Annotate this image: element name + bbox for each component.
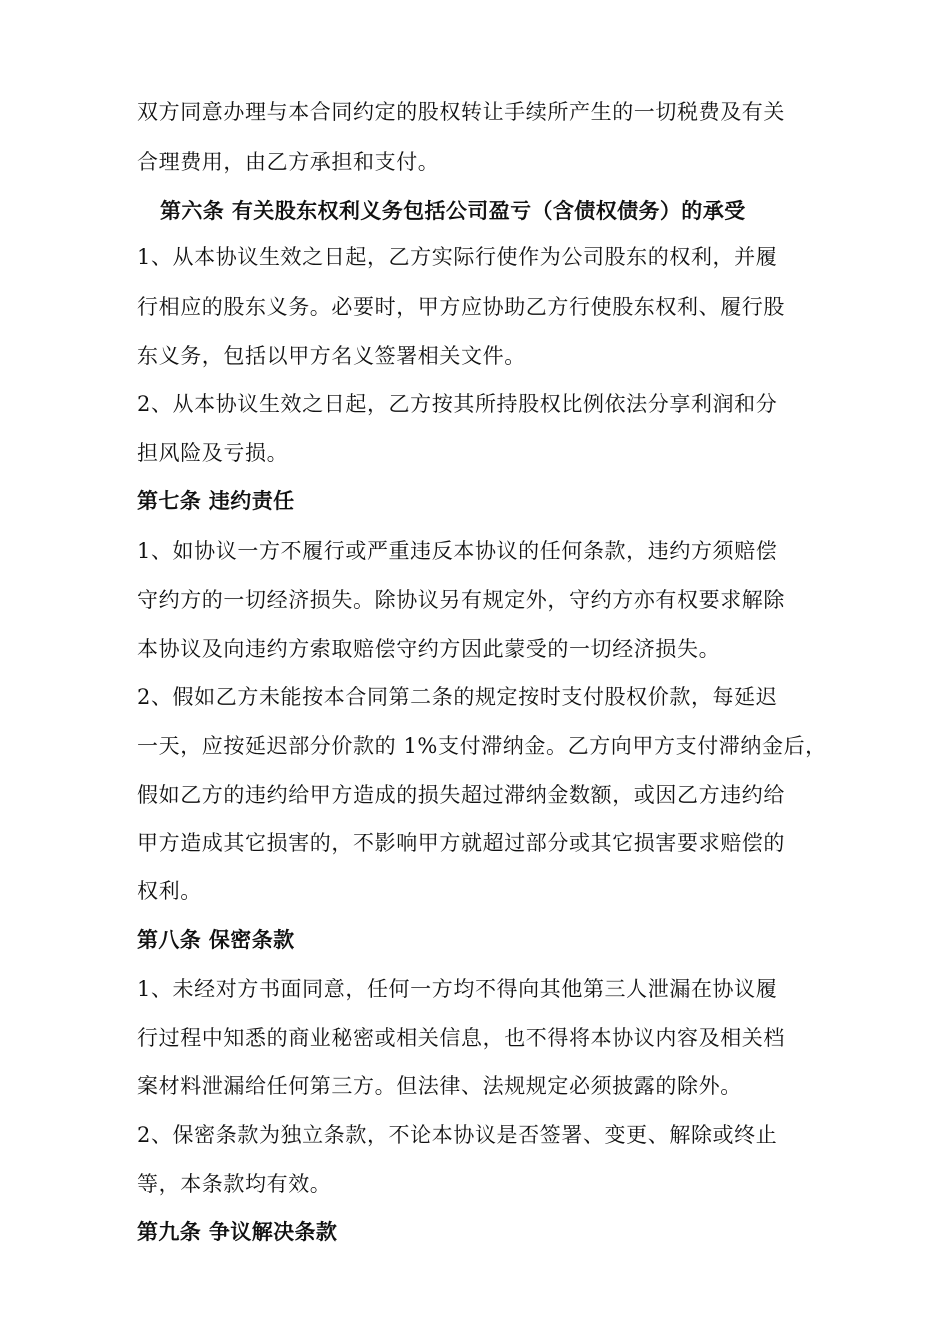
- paragraph-line: 等，本条款均有效。: [137, 1172, 332, 1196]
- paragraph-line: 1、未经对方书面同意，任何一方均不得向其他第三人泄漏在协议履: [137, 977, 778, 1001]
- section-heading-article-7: 第七条 违约责任: [137, 489, 295, 513]
- section-heading-article-8: 第八条 保密条款: [137, 928, 295, 952]
- paragraph-line: 2、假如乙方未能按本合同第二条的规定按时支付股权价款，每延迟: [137, 685, 778, 709]
- paragraph-line: 本协议及向违约方索取赔偿守约方因此蒙受的一切经济损失。: [137, 637, 721, 661]
- paragraph-line: 1、从本协议生效之日起，乙方实际行使作为公司股东的权利，并履: [137, 245, 778, 269]
- paragraph-line: 行相应的股东义务。必要时，甲方应协助乙方行使股东权利、履行股: [137, 295, 785, 319]
- section-heading-article-6: 第六条 有关股东权利义务包括公司盈亏（含债权债务）的承受: [160, 199, 746, 223]
- paragraph-line: 2、从本协议生效之日起，乙方按其所持股权比例依法分享利润和分: [137, 392, 778, 416]
- paragraph-line: 担风险及亏损。: [137, 441, 289, 465]
- paragraph-line: 双方同意办理与本合同约定的股权转让手续所产生的一切税费及有关: [137, 100, 785, 124]
- paragraph-line: 2、保密条款为独立条款，不论本协议是否签署、变更、解除或终止: [137, 1123, 778, 1147]
- paragraph-line: 行过程中知悉的商业秘密或相关信息，也不得将本协议内容及相关档: [137, 1026, 785, 1050]
- paragraph-line: 守约方的一切经济损失。除协议另有规定外，守约方亦有权要求解除: [137, 588, 785, 612]
- paragraph-line: 东义务，包括以甲方名义签署相关文件。: [137, 344, 526, 368]
- paragraph-line: 甲方造成其它损害的，不影响甲方就超过部分或其它损害要求赔偿的: [137, 831, 785, 855]
- section-heading-article-9: 第九条 争议解决条款: [137, 1220, 338, 1244]
- paragraph-line: 1、如协议一方不履行或严重违反本协议的任何条款，违约方须赔偿: [137, 539, 778, 563]
- paragraph-line: 权利。: [137, 879, 202, 903]
- paragraph-line: 一天，应按延迟部分价款的 1%支付滞纳金。乙方向甲方支付滞纳金后，: [137, 734, 827, 758]
- paragraph-line: 案材料泄漏给任何第三方。但法律、法规规定必须披露的除外。: [137, 1074, 742, 1098]
- paragraph-line: 合理费用，由乙方承担和支付。: [137, 150, 440, 174]
- paragraph-line: 假如乙方的违约给甲方造成的损失超过滞纳金数额，或因乙方违约给: [137, 783, 785, 807]
